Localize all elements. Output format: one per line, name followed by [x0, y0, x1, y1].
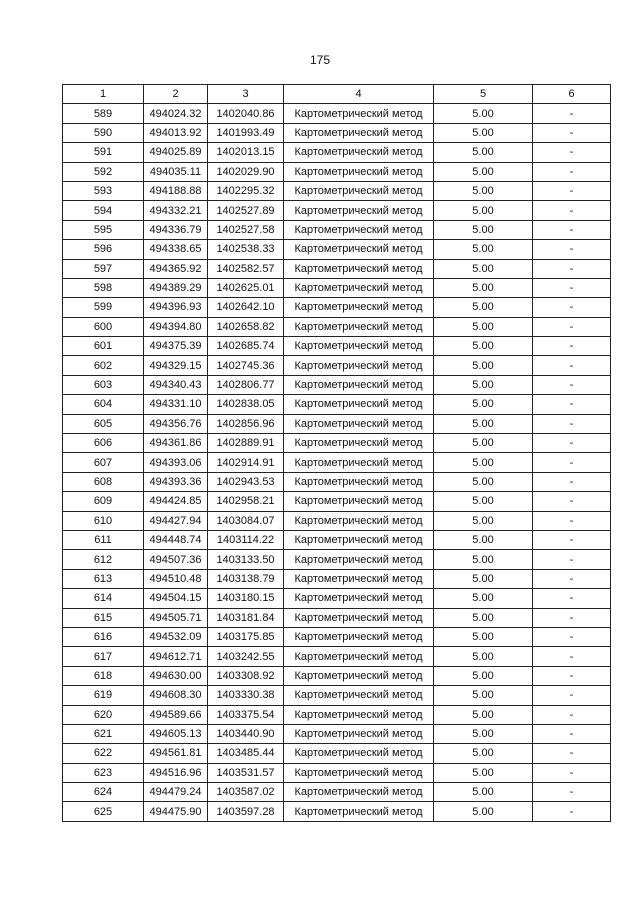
method-cell: Картометрический метод — [284, 143, 434, 162]
method-cell: Картометрический метод — [284, 395, 434, 414]
method-cell: Картометрический метод — [284, 259, 434, 278]
point-number-cell: 607 — [63, 453, 144, 472]
accuracy-cell: 5.00 — [434, 705, 533, 724]
point-number-cell: 591 — [63, 143, 144, 162]
method-cell: Картометрический метод — [284, 550, 434, 569]
table-row — [63, 666, 611, 685]
x-coordinate-cell: 494507.36 — [144, 550, 208, 569]
x-coordinate-cell: 494013.92 — [144, 123, 208, 142]
accuracy-cell: 5.00 — [434, 201, 533, 220]
point-number-cell: 590 — [63, 123, 144, 142]
x-coordinate-cell: 494393.06 — [144, 453, 208, 472]
table-row — [63, 104, 611, 123]
point-number-cell: 619 — [63, 686, 144, 705]
table-row — [63, 647, 611, 666]
note-cell: - — [533, 240, 611, 259]
note-cell: - — [533, 453, 611, 472]
note-cell: - — [533, 569, 611, 588]
x-coordinate-cell: 494393.36 — [144, 472, 208, 491]
table-row — [63, 395, 611, 414]
y-coordinate-cell: 1402029.90 — [208, 162, 284, 181]
method-cell: Картометрический метод — [284, 278, 434, 297]
method-cell: Картометрический метод — [284, 608, 434, 627]
x-coordinate-cell: 494505.71 — [144, 608, 208, 627]
y-coordinate-cell: 1403597.28 — [208, 802, 284, 821]
accuracy-cell: 5.00 — [434, 783, 533, 802]
y-coordinate-cell: 1403114.22 — [208, 530, 284, 549]
table-row — [63, 763, 611, 782]
x-coordinate-cell: 494394.80 — [144, 317, 208, 336]
accuracy-cell: 5.00 — [434, 472, 533, 491]
table-row — [63, 201, 611, 220]
x-coordinate-cell: 494331.10 — [144, 395, 208, 414]
table-row — [63, 550, 611, 569]
note-cell: - — [533, 337, 611, 356]
y-coordinate-cell: 1402040.86 — [208, 104, 284, 123]
point-number-cell: 624 — [63, 783, 144, 802]
x-coordinate-cell: 494608.30 — [144, 686, 208, 705]
table-row — [63, 259, 611, 278]
x-coordinate-cell: 494516.96 — [144, 763, 208, 782]
accuracy-cell: 5.00 — [434, 259, 533, 278]
note-cell: - — [533, 162, 611, 181]
y-coordinate-cell: 1402582.57 — [208, 259, 284, 278]
note-cell: - — [533, 259, 611, 278]
method-cell: Картометрический метод — [284, 783, 434, 802]
point-number-cell: 618 — [63, 666, 144, 685]
table-row — [63, 569, 611, 588]
x-coordinate-cell: 494025.89 — [144, 143, 208, 162]
x-coordinate-cell: 494375.39 — [144, 337, 208, 356]
x-coordinate-cell: 494510.48 — [144, 569, 208, 588]
table-row — [63, 453, 611, 472]
method-cell: Картометрический метод — [284, 472, 434, 491]
table-row — [63, 298, 611, 317]
point-number-cell: 597 — [63, 259, 144, 278]
y-coordinate-cell: 1403181.84 — [208, 608, 284, 627]
table-row — [63, 472, 611, 491]
method-cell: Картометрический метод — [284, 802, 434, 821]
note-cell: - — [533, 705, 611, 724]
note-cell: - — [533, 492, 611, 511]
table-row — [63, 608, 611, 627]
method-cell: Картометрический метод — [284, 181, 434, 200]
x-coordinate-cell: 494365.92 — [144, 259, 208, 278]
table-row — [63, 414, 611, 433]
table-row — [63, 530, 611, 549]
method-cell: Картометрический метод — [284, 666, 434, 685]
method-cell: Картометрический метод — [284, 647, 434, 666]
table-row — [63, 783, 611, 802]
point-number-cell: 594 — [63, 201, 144, 220]
table-row — [63, 356, 611, 375]
table-row — [63, 220, 611, 239]
method-cell: Картометрический метод — [284, 317, 434, 336]
point-number-cell: 610 — [63, 511, 144, 530]
x-coordinate-cell: 494479.24 — [144, 783, 208, 802]
accuracy-cell: 5.00 — [434, 278, 533, 297]
column-header: 6 — [533, 85, 611, 104]
accuracy-cell: 5.00 — [434, 181, 533, 200]
accuracy-cell: 5.00 — [434, 724, 533, 743]
table-header-row — [63, 85, 611, 104]
note-cell: - — [533, 686, 611, 705]
accuracy-cell: 5.00 — [434, 492, 533, 511]
point-number-cell: 602 — [63, 356, 144, 375]
y-coordinate-cell: 1403084.07 — [208, 511, 284, 530]
x-coordinate-cell: 494396.93 — [144, 298, 208, 317]
accuracy-cell: 5.00 — [434, 666, 533, 685]
x-coordinate-cell: 494427.94 — [144, 511, 208, 530]
note-cell: - — [533, 666, 611, 685]
point-number-cell: 615 — [63, 608, 144, 627]
y-coordinate-cell: 1402013.15 — [208, 143, 284, 162]
note-cell: - — [533, 511, 611, 530]
accuracy-cell: 5.00 — [434, 511, 533, 530]
y-coordinate-cell: 1403175.85 — [208, 627, 284, 646]
accuracy-cell: 5.00 — [434, 608, 533, 627]
method-cell: Картометрический метод — [284, 589, 434, 608]
note-cell: - — [533, 802, 611, 821]
method-cell: Картометрический метод — [284, 104, 434, 123]
y-coordinate-cell: 1403242.55 — [208, 647, 284, 666]
accuracy-cell: 5.00 — [434, 569, 533, 588]
method-cell: Картометрический метод — [284, 724, 434, 743]
column-header: 1 — [63, 85, 144, 104]
method-cell: Картометрический метод — [284, 569, 434, 588]
note-cell: - — [533, 647, 611, 666]
note-cell: - — [533, 530, 611, 549]
column-header: 3 — [208, 85, 284, 104]
point-number-cell: 589 — [63, 104, 144, 123]
table-row — [63, 589, 611, 608]
accuracy-cell: 5.00 — [434, 414, 533, 433]
point-number-cell: 612 — [63, 550, 144, 569]
y-coordinate-cell: 1402914.91 — [208, 453, 284, 472]
accuracy-cell: 5.00 — [434, 395, 533, 414]
table-row — [63, 123, 611, 142]
method-cell: Картометрический метод — [284, 763, 434, 782]
x-coordinate-cell: 494332.21 — [144, 201, 208, 220]
y-coordinate-cell: 1402958.21 — [208, 492, 284, 511]
method-cell: Картометрический метод — [284, 220, 434, 239]
method-cell: Картометрический метод — [284, 492, 434, 511]
y-coordinate-cell: 1402658.82 — [208, 317, 284, 336]
column-header: 4 — [284, 85, 434, 104]
table-row — [63, 724, 611, 743]
y-coordinate-cell: 1402889.91 — [208, 434, 284, 453]
point-number-cell: 600 — [63, 317, 144, 336]
y-coordinate-cell: 1403375.54 — [208, 705, 284, 724]
y-coordinate-cell: 1402295.32 — [208, 181, 284, 200]
note-cell: - — [533, 589, 611, 608]
point-number-cell: 604 — [63, 395, 144, 414]
table-row — [63, 802, 611, 821]
point-number-cell: 598 — [63, 278, 144, 297]
point-number-cell: 609 — [63, 492, 144, 511]
point-number-cell: 596 — [63, 240, 144, 259]
x-coordinate-cell: 494356.76 — [144, 414, 208, 433]
method-cell: Картометрический метод — [284, 705, 434, 724]
note-cell: - — [533, 201, 611, 220]
x-coordinate-cell: 494188.88 — [144, 181, 208, 200]
method-cell: Картометрический метод — [284, 530, 434, 549]
x-coordinate-cell: 494612.71 — [144, 647, 208, 666]
x-coordinate-cell: 494336.79 — [144, 220, 208, 239]
y-coordinate-cell: 1402745.36 — [208, 356, 284, 375]
table-row — [63, 375, 611, 394]
note-cell: - — [533, 608, 611, 627]
accuracy-cell: 5.00 — [434, 375, 533, 394]
table-row — [63, 317, 611, 336]
accuracy-cell: 5.00 — [434, 589, 533, 608]
accuracy-cell: 5.00 — [434, 686, 533, 705]
point-number-cell: 608 — [63, 472, 144, 491]
note-cell: - — [533, 181, 611, 200]
x-coordinate-cell: 494504.15 — [144, 589, 208, 608]
method-cell: Картометрический метод — [284, 356, 434, 375]
table-row — [63, 162, 611, 181]
y-coordinate-cell: 1402625.01 — [208, 278, 284, 297]
accuracy-cell: 5.00 — [434, 240, 533, 259]
x-coordinate-cell: 494532.09 — [144, 627, 208, 646]
y-coordinate-cell: 1402806.77 — [208, 375, 284, 394]
point-number-cell: 614 — [63, 589, 144, 608]
method-cell: Картометрический метод — [284, 686, 434, 705]
y-coordinate-cell: 1403133.50 — [208, 550, 284, 569]
table-row — [63, 278, 611, 297]
point-number-cell: 601 — [63, 337, 144, 356]
point-number-cell: 620 — [63, 705, 144, 724]
note-cell: - — [533, 724, 611, 743]
y-coordinate-cell: 1403330.38 — [208, 686, 284, 705]
column-header: 5 — [434, 85, 533, 104]
column-header: 2 — [144, 85, 208, 104]
point-number-cell: 616 — [63, 627, 144, 646]
table-row — [63, 434, 611, 453]
accuracy-cell: 5.00 — [434, 104, 533, 123]
x-coordinate-cell: 494605.13 — [144, 724, 208, 743]
y-coordinate-cell: 1403138.79 — [208, 569, 284, 588]
table-row — [63, 337, 611, 356]
x-coordinate-cell: 494475.90 — [144, 802, 208, 821]
note-cell: - — [533, 298, 611, 317]
table-row — [63, 744, 611, 763]
method-cell: Картометрический метод — [284, 627, 434, 646]
method-cell: Картометрический метод — [284, 201, 434, 220]
y-coordinate-cell: 1402943.53 — [208, 472, 284, 491]
point-number-cell: 621 — [63, 724, 144, 743]
accuracy-cell: 5.00 — [434, 298, 533, 317]
point-number-cell: 617 — [63, 647, 144, 666]
table-row — [63, 705, 611, 724]
accuracy-cell: 5.00 — [434, 143, 533, 162]
method-cell: Картометрический метод — [284, 434, 434, 453]
coordinates-table — [62, 84, 611, 822]
y-coordinate-cell: 1402642.10 — [208, 298, 284, 317]
note-cell: - — [533, 395, 611, 414]
note-cell: - — [533, 123, 611, 142]
point-number-cell: 611 — [63, 530, 144, 549]
note-cell: - — [533, 783, 611, 802]
note-cell: - — [533, 375, 611, 394]
y-coordinate-cell: 1402856.96 — [208, 414, 284, 433]
method-cell: Картометрический метод — [284, 414, 434, 433]
note-cell: - — [533, 550, 611, 569]
x-coordinate-cell: 494448.74 — [144, 530, 208, 549]
table-row — [63, 686, 611, 705]
accuracy-cell: 5.00 — [434, 744, 533, 763]
y-coordinate-cell: 1403180.15 — [208, 589, 284, 608]
y-coordinate-cell: 1402527.89 — [208, 201, 284, 220]
x-coordinate-cell: 494361.86 — [144, 434, 208, 453]
point-number-cell: 623 — [63, 763, 144, 782]
point-number-cell: 605 — [63, 414, 144, 433]
page-number: 175 — [309, 53, 331, 67]
y-coordinate-cell: 1403531.57 — [208, 763, 284, 782]
accuracy-cell: 5.00 — [434, 317, 533, 336]
accuracy-cell: 5.00 — [434, 220, 533, 239]
point-number-cell: 595 — [63, 220, 144, 239]
accuracy-cell: 5.00 — [434, 763, 533, 782]
note-cell: - — [533, 627, 611, 646]
point-number-cell: 625 — [63, 802, 144, 821]
method-cell: Картометрический метод — [284, 240, 434, 259]
method-cell: Картометрический метод — [284, 123, 434, 142]
method-cell: Картометрический метод — [284, 453, 434, 472]
point-number-cell: 603 — [63, 375, 144, 394]
x-coordinate-cell: 494589.66 — [144, 705, 208, 724]
x-coordinate-cell: 494338.65 — [144, 240, 208, 259]
table-row — [63, 511, 611, 530]
point-number-cell: 592 — [63, 162, 144, 181]
note-cell: - — [533, 472, 611, 491]
note-cell: - — [533, 434, 611, 453]
y-coordinate-cell: 1401993.49 — [208, 123, 284, 142]
accuracy-cell: 5.00 — [434, 123, 533, 142]
note-cell: - — [533, 278, 611, 297]
accuracy-cell: 5.00 — [434, 802, 533, 821]
note-cell: - — [533, 356, 611, 375]
x-coordinate-cell: 494035.11 — [144, 162, 208, 181]
table-row — [63, 143, 611, 162]
x-coordinate-cell: 494329.15 — [144, 356, 208, 375]
y-coordinate-cell: 1402685.74 — [208, 337, 284, 356]
x-coordinate-cell: 494561.81 — [144, 744, 208, 763]
accuracy-cell: 5.00 — [434, 337, 533, 356]
note-cell: - — [533, 414, 611, 433]
y-coordinate-cell: 1402838.05 — [208, 395, 284, 414]
method-cell: Картометрический метод — [284, 337, 434, 356]
table-row — [63, 181, 611, 200]
accuracy-cell: 5.00 — [434, 162, 533, 181]
x-coordinate-cell: 494630.00 — [144, 666, 208, 685]
y-coordinate-cell: 1402527.58 — [208, 220, 284, 239]
x-coordinate-cell: 494024.32 — [144, 104, 208, 123]
y-coordinate-cell: 1403485.44 — [208, 744, 284, 763]
accuracy-cell: 5.00 — [434, 627, 533, 646]
note-cell: - — [533, 317, 611, 336]
table-row — [63, 627, 611, 646]
point-number-cell: 593 — [63, 181, 144, 200]
note-cell: - — [533, 763, 611, 782]
method-cell: Картометрический метод — [284, 298, 434, 317]
x-coordinate-cell: 494340.43 — [144, 375, 208, 394]
x-coordinate-cell: 494424.85 — [144, 492, 208, 511]
note-cell: - — [533, 744, 611, 763]
method-cell: Картометрический метод — [284, 511, 434, 530]
accuracy-cell: 5.00 — [434, 434, 533, 453]
note-cell: - — [533, 104, 611, 123]
point-number-cell: 606 — [63, 434, 144, 453]
table-row — [63, 492, 611, 511]
x-coordinate-cell: 494389.29 — [144, 278, 208, 297]
method-cell: Картометрический метод — [284, 375, 434, 394]
y-coordinate-cell: 1403308.92 — [208, 666, 284, 685]
table-row — [63, 240, 611, 259]
y-coordinate-cell: 1403587.02 — [208, 783, 284, 802]
accuracy-cell: 5.00 — [434, 453, 533, 472]
point-number-cell: 599 — [63, 298, 144, 317]
y-coordinate-cell: 1403440.90 — [208, 724, 284, 743]
accuracy-cell: 5.00 — [434, 530, 533, 549]
method-cell: Картометрический метод — [284, 744, 434, 763]
accuracy-cell: 5.00 — [434, 356, 533, 375]
note-cell: - — [533, 220, 611, 239]
accuracy-cell: 5.00 — [434, 647, 533, 666]
accuracy-cell: 5.00 — [434, 550, 533, 569]
point-number-cell: 613 — [63, 569, 144, 588]
y-coordinate-cell: 1402538.33 — [208, 240, 284, 259]
method-cell: Картометрический метод — [284, 162, 434, 181]
note-cell: - — [533, 143, 611, 162]
point-number-cell: 622 — [63, 744, 144, 763]
